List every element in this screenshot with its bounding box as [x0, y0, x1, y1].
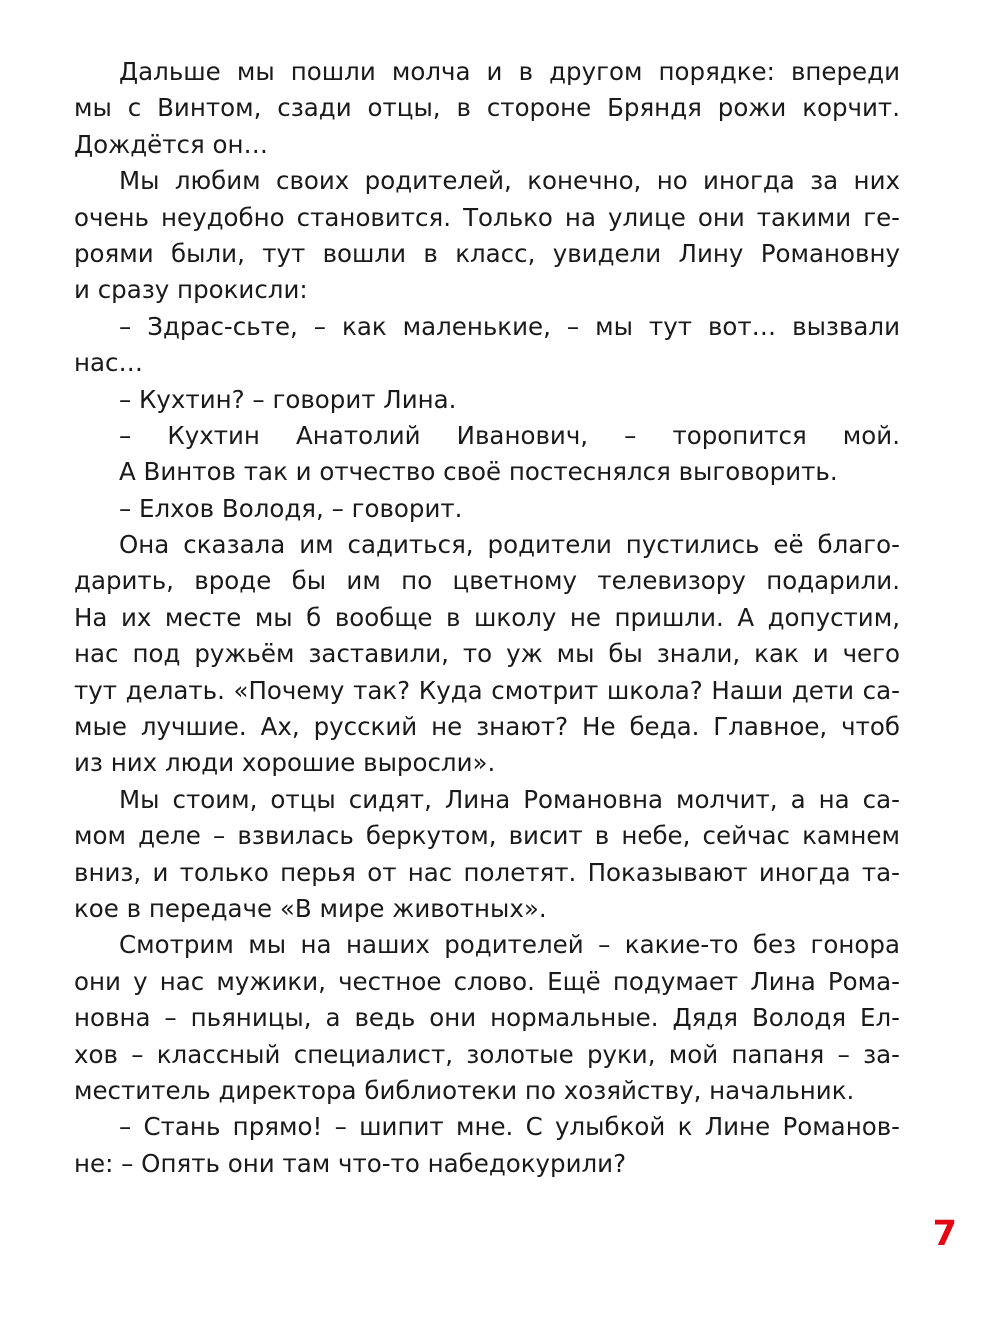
- dialogue-5-line-1: – Стань прямо! – шипит мне. С улыбкой к Лине Романов-: [119, 1112, 900, 1142]
- dialogue-5-line-2: не: – Опять они там что-то набедокурили?: [74, 1148, 627, 1178]
- paragraph-3-line-4: нас под ружьём заставили, то уж мы бы знали, как и чего: [74, 639, 900, 669]
- paragraph-2-line-4: и сразу прокисли:: [74, 275, 308, 305]
- paragraph-4-line-2: мом деле – взвилась беркутом, висит в небе, сейчас камнем: [74, 821, 900, 851]
- page-number: 7: [932, 1214, 957, 1254]
- dialogue-2: – Кухтин? – говорит Лина.: [119, 384, 457, 414]
- dialogue-3-line-1: – Кухтин Анатолий Иванович, – торопится мой.: [119, 420, 900, 450]
- paragraph-3-line-3: На их месте мы б вообще в школу не пришли. А допустим,: [74, 602, 900, 632]
- dialogue-1-line-2: нас…: [74, 348, 144, 378]
- paragraph-2-line-3: роями были, тут вошли в класс, увидели Лину Романовну: [74, 238, 900, 268]
- dialogue-4: – Елхов Володя, – говорит.: [119, 493, 463, 523]
- paragraph-2-line-1: Мы любим своих родителей, конечно, но иногда за них: [119, 166, 900, 196]
- paragraph-1-line-1: Дальше мы пошли молча и в другом порядке: впереди: [119, 57, 900, 86]
- dialogue-3-line-2: А Винтов так и отчество своё постеснялся выговорить.: [119, 457, 838, 487]
- paragraph-3-line-2: дарить, вроде бы им по цветному телевизору подарили.: [74, 566, 900, 596]
- paragraph-3-line-5: тут делать. «Почему так? Куда смотрит школа? Наши дети са-: [74, 675, 900, 705]
- paragraph-4-line-4: кое в передаче «В мире животных».: [74, 893, 547, 923]
- paragraph-1-line-3: Дождётся он…: [74, 129, 268, 159]
- paragraph-5-line-1: Смотрим мы на наших родителей – какие-то без гонора: [119, 930, 900, 960]
- paragraph-2-line-2: очень неудобно становится. Только на улице они такими ге-: [74, 202, 900, 232]
- paragraph-5-line-3: новна – пьяницы, а ведь они нормальные. Дядя Володя Ел-: [74, 1003, 900, 1033]
- paragraph-3-line-7: из них люди хорошие выросли».: [74, 748, 496, 778]
- text-column: [74, 54, 900, 1182]
- paragraph-3-line-1: Она сказала им садиться, родители пустились её благо-: [119, 530, 900, 560]
- paragraph-5-line-4: хов – классный специалист, золотые руки, мой папаня – за-: [74, 1039, 900, 1069]
- paragraph-5-line-5: меститель директора библиотеки по хозяйству, начальник.: [74, 1075, 855, 1105]
- paragraph-5-line-2: они у нас мужики, честное слово. Ещё подумает Лина Рома-: [74, 966, 900, 996]
- paragraph-4-line-3: вниз, и только перья от нас полетят. Показывают иногда та-: [74, 857, 900, 887]
- paragraph-4-line-1: Мы стоим, отцы сидят, Лина Романовна молчит, а на са-: [119, 784, 900, 814]
- paragraph-3-line-6: мые лучшие. Ах, русский не знают? Не беда. Главное, чтоб: [74, 712, 900, 742]
- paragraph-1-line-2: мы с Винтом, сзади отцы, в стороне Бряндя рожи корчит.: [74, 93, 900, 123]
- dialogue-1-line-1: – Здрас-сьте, – как маленькие, – мы тут вот… вызвали: [119, 311, 900, 341]
